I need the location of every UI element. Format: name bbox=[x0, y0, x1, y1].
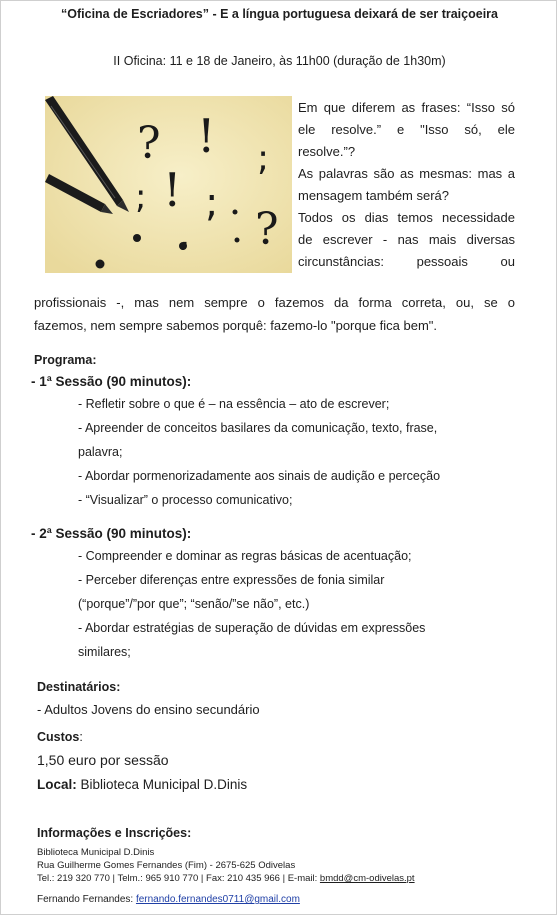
document-subtitle: II Oficina: 11 e 18 de Janeiro, às 11h00 (duração de 1h30m) bbox=[113, 54, 446, 68]
programa-label: Programa: bbox=[34, 353, 97, 367]
intro-line: ele resolve.” e "Isso só, ele bbox=[298, 122, 515, 137]
local-line bbox=[37, 777, 247, 792]
intro-line: circunstâncias: pessoais ou bbox=[298, 254, 515, 269]
intro-line: profissionais -, mas nem sempre o fazemos da forma correta, ou, se o bbox=[34, 295, 515, 310]
contact-line bbox=[37, 894, 300, 905]
list-item: - Compreender e dominar as regras básicas de acentuação; bbox=[78, 549, 412, 563]
period-icon bbox=[96, 260, 105, 269]
intro-line: Todos os dias temos necessidade bbox=[298, 210, 515, 225]
contact-name: Fernando Fernandes: bbox=[37, 894, 136, 905]
question-mark-icon: ? bbox=[255, 204, 279, 255]
info-contacts bbox=[37, 873, 415, 884]
custos-label: Custos bbox=[37, 730, 80, 744]
list-item: (“porque”/”por que”; “senão/”se não”, etc.) bbox=[78, 597, 310, 611]
session-1-title: - 1ª Sessão (90 minutos): bbox=[31, 374, 192, 389]
info-phones: Tel.: 219 320 770 | Telm.: 965 910 770 | Fax: 210 435 966 | E-mail: bbox=[37, 873, 320, 884]
period-icon bbox=[235, 238, 240, 243]
exclamation-mark-icon: ! bbox=[163, 163, 182, 217]
period-icon bbox=[233, 210, 238, 215]
custos-heading bbox=[37, 730, 83, 744]
exclamation-mark-icon: ! bbox=[197, 109, 216, 163]
intro-line: Em que diferem as frases: “Isso só bbox=[298, 100, 515, 115]
info-address: Rua Guilherme Gomes Fernandes (Fim) - 2675-625 Odivelas bbox=[37, 860, 296, 871]
custos-value: 1,50 euro por sessão bbox=[37, 752, 169, 768]
library-email-link[interactable]: bmdd@cm-odivelas.pt bbox=[319, 873, 415, 884]
contact-email-link[interactable]: fernando.fernandes0711@gmail.com bbox=[135, 894, 300, 905]
list-item: - Refletir sobre o que é – na essência – ato de escrever; bbox=[78, 397, 390, 411]
intro-line: de escrever - nas mais diversas bbox=[298, 232, 515, 247]
list-item: palavra; bbox=[78, 445, 123, 459]
destinatarios-label: Destinatários: bbox=[37, 680, 121, 694]
info-label: Informações e Inscrições: bbox=[37, 826, 192, 840]
comma-icon: , bbox=[179, 215, 190, 255]
intro-line: mensagem também será? bbox=[298, 188, 450, 203]
list-item: - Abordar estratégias de superação de dúvidas em expressões bbox=[78, 621, 426, 635]
custos-label-suffix: : bbox=[79, 730, 83, 744]
list-item: similares; bbox=[78, 645, 131, 659]
intro-line: fazemos, nem sempre sabemos porquê: fazemo-lo "porque fica bem". bbox=[34, 318, 438, 333]
punctuation-illustration bbox=[45, 96, 292, 273]
period-icon bbox=[133, 234, 141, 242]
semicolon-icon: ; bbox=[205, 180, 219, 226]
intro-paragraph bbox=[298, 97, 515, 273]
list-item: - “Visualizar” o processo comunicativo; bbox=[78, 493, 293, 507]
semicolon-icon: ; bbox=[257, 138, 270, 179]
document-title: “Oficina de Escriadores” - E a língua portuguesa deixará de ser traiçoeira bbox=[61, 7, 498, 21]
intro-line: resolve.”? bbox=[298, 144, 356, 159]
intro-paragraph-continued bbox=[34, 291, 515, 337]
semicolon-icon: ; bbox=[135, 177, 147, 217]
list-item: - Apreender de conceitos basilares da comunicação, texto, frase, bbox=[78, 421, 438, 435]
local-label: Local: bbox=[37, 777, 77, 792]
intro-line: As palavras são as mesmas: mas a bbox=[298, 166, 515, 181]
info-library-name: Biblioteca Municipal D.Dinis bbox=[37, 847, 155, 858]
list-item: - Abordar pormenorizadamente aos sinais de audição e perceção bbox=[78, 469, 441, 483]
question-mark-icon: ? bbox=[137, 118, 161, 169]
destinatarios-value: - Adultos Jovens do ensino secundário bbox=[37, 702, 260, 717]
list-item: - Perceber diferenças entre expressões de fonia similar bbox=[78, 573, 385, 587]
session-2-title: - 2ª Sessão (90 minutos): bbox=[31, 526, 192, 541]
local-value: Biblioteca Municipal D.Dinis bbox=[76, 777, 248, 792]
